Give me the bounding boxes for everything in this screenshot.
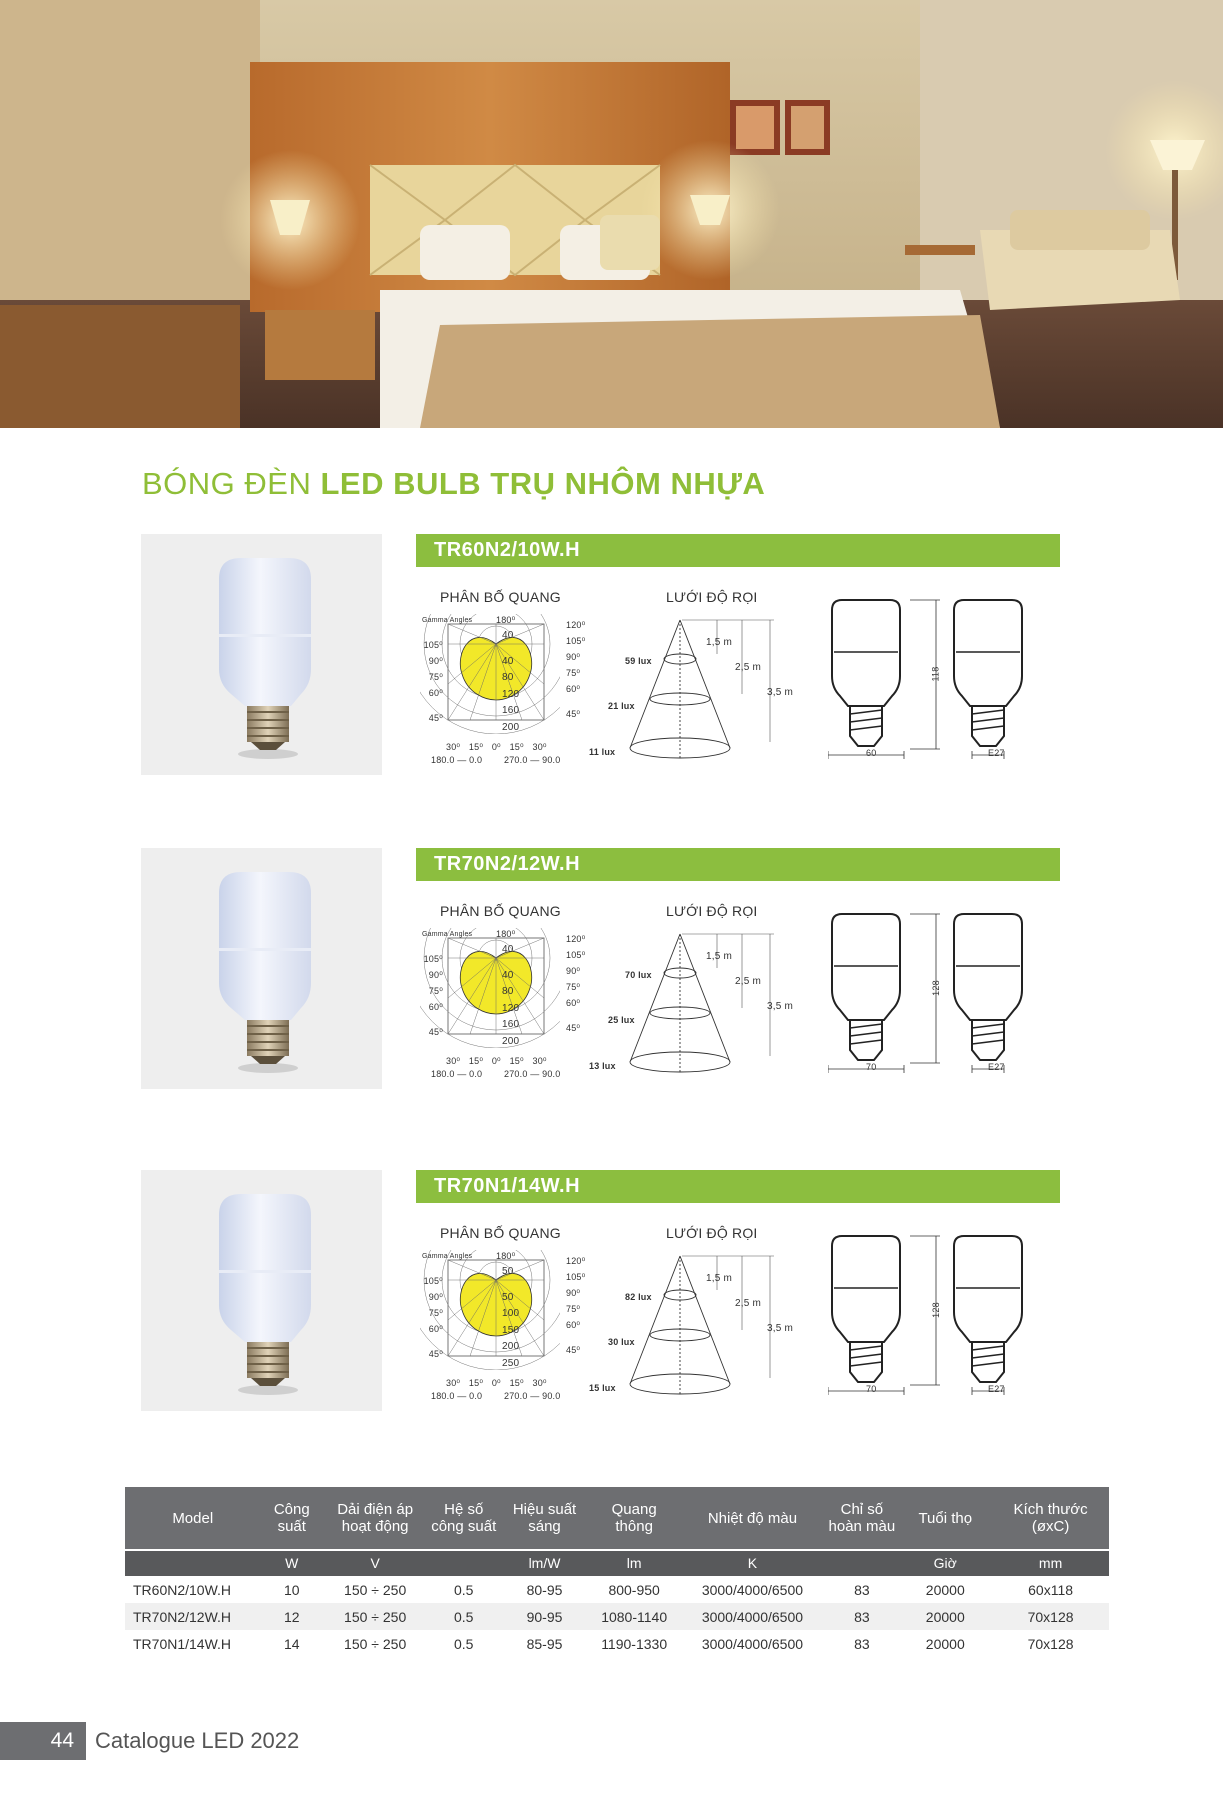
table-units-row: [125, 1550, 1109, 1576]
width-dimension: 60: [866, 748, 877, 758]
polar-right-labels: 120⁰ 105⁰ 90⁰ 75⁰ 60⁰ 45⁰: [566, 934, 586, 1033]
lux-label: 15 lux: [589, 1383, 616, 1393]
product-photo: [141, 1170, 382, 1411]
polar-top-label: 180⁰: [496, 929, 516, 939]
polar-legend-a: 180.0 — 0.0: [431, 755, 483, 765]
table-cell: 3000/4000/6500: [701, 1635, 804, 1652]
dimension-drawing: [828, 1227, 1028, 1407]
polar-bottom-labels: 30⁰ 15⁰ 0⁰ 15⁰ 30⁰: [446, 1378, 547, 1388]
distribution-caption: PHÂN BỐ QUANG: [440, 1225, 561, 1241]
col-header: Kích thước (øxC): [992, 1487, 1109, 1550]
polar-legend-b: 270.0 — 90.0: [504, 1391, 561, 1401]
unit-cell: lm/W: [500, 1550, 589, 1576]
table-cell: 70x128: [1027, 1635, 1074, 1652]
distance-label: 3,5 m: [767, 1001, 794, 1012]
grid-caption: LƯỚI ĐỘ RỌI: [666, 903, 758, 919]
polar-left-labels: 105⁰ 90⁰ 75⁰ 60⁰ 45⁰: [423, 954, 443, 1037]
lux-label: 25 lux: [608, 1015, 635, 1025]
model-title-bar: TR60N2/10W.H: [416, 534, 1060, 567]
unit-cell: lm: [589, 1550, 680, 1576]
polar-legend-b: 270.0 — 90.0: [504, 755, 561, 765]
col-header: Hiệu suất sáng: [500, 1487, 589, 1550]
dimension-drawing: [828, 905, 1028, 1085]
gamma-label: Gamma Angles: [422, 1253, 473, 1260]
distance-label: 3,5 m: [767, 1323, 794, 1334]
polar-ring-labels: 40 40 80 120 160 200: [502, 944, 520, 1047]
distance-label: 2,5 m: [735, 662, 762, 673]
distribution-caption: PHÂN BỐ QUANG: [440, 589, 561, 605]
table-cell: 85-95: [526, 1635, 563, 1652]
base-dimension: E27: [988, 1062, 1005, 1072]
unit-cell: [125, 1550, 261, 1576]
spec-table: [125, 1487, 1109, 1657]
polar-legend-a: 180.0 — 0.0: [431, 1391, 483, 1401]
model-title-bar: TR70N2/12W.H: [416, 848, 1060, 881]
table-row: [125, 1603, 1109, 1630]
lux-label: 82 lux: [625, 1292, 652, 1302]
bulb-photo: [141, 848, 382, 1089]
lux-label: 21 lux: [608, 701, 635, 711]
dimension-drawing: [828, 591, 1028, 771]
polar-legend-a: 180.0 — 0.0: [431, 1069, 483, 1079]
page-title: BÓNG ĐÈN LED BULB TRỤ NHÔM NHỰA: [142, 466, 766, 501]
table-cell: 3000/4000/6500: [679, 1603, 825, 1630]
col-header: Tuổi thọ: [898, 1487, 992, 1550]
table-cell: 150 ÷ 250: [344, 1581, 407, 1598]
distance-label: 1,5 m: [706, 951, 733, 962]
product-block: [0, 534, 1223, 834]
table-cell: 90-95: [500, 1603, 589, 1630]
table-cell: 20000: [898, 1603, 992, 1630]
height-dimension: 128: [930, 1302, 941, 1318]
distance-label: 1,5 m: [706, 1273, 733, 1284]
model-title-bar: TR70N1/14W.H: [416, 1170, 1060, 1203]
unit-cell: Giờ: [898, 1550, 992, 1576]
polar-bottom-labels: 30⁰ 15⁰ 0⁰ 15⁰ 30⁰: [446, 1056, 547, 1066]
distance-label: 2,5 m: [735, 1298, 762, 1309]
height-dimension: 118: [930, 666, 941, 682]
product-block: [0, 848, 1223, 1148]
unit-cell: K: [679, 1550, 825, 1576]
width-dimension: 70: [866, 1384, 877, 1394]
table-header-row: [125, 1487, 1109, 1550]
catalogue-label: Catalogue LED 2022: [95, 1728, 300, 1753]
table-cell: TR70N2/12W.H: [125, 1603, 261, 1630]
table-cell: 20000: [925, 1581, 965, 1598]
product-photo: [141, 848, 382, 1089]
illuminance-cone: [582, 928, 782, 1078]
table-cell: 0.5: [454, 1581, 474, 1598]
polar-ring-labels: 40 40 80 120 160 200: [502, 630, 520, 733]
bulb-photo: [141, 534, 382, 775]
grid-caption: LƯỚI ĐỘ RỌI: [666, 1225, 758, 1241]
table-cell: 60x118: [1028, 1581, 1074, 1598]
col-header: Công suất: [261, 1487, 324, 1550]
col-header: Chỉ số hoàn màu: [825, 1487, 898, 1550]
lux-label: 30 lux: [608, 1337, 635, 1347]
lux-label: 70 lux: [625, 970, 652, 980]
table-cell: 10: [283, 1581, 300, 1598]
table-cell: 800-950: [608, 1581, 660, 1598]
polar-legend-b: 270.0 — 90.0: [504, 1069, 561, 1079]
illuminance-cone: [582, 614, 782, 764]
unit-cell: mm: [992, 1550, 1109, 1576]
col-header: Nhiệt độ màu: [679, 1487, 825, 1550]
lux-label: 11 lux: [589, 747, 616, 757]
base-dimension: E27: [988, 1384, 1005, 1394]
table-cell: 12: [261, 1603, 324, 1630]
width-dimension: 70: [866, 1062, 877, 1072]
polar-left-labels: 105⁰ 90⁰ 75⁰ 60⁰ 45⁰: [423, 1276, 443, 1359]
table-row: [125, 1630, 1109, 1657]
footer: [0, 1722, 400, 1760]
polar-top-label: 180⁰: [496, 1251, 516, 1261]
table-cell: 83: [825, 1603, 898, 1630]
distance-label: 2,5 m: [735, 976, 762, 987]
col-header: Hệ số công suất: [427, 1487, 500, 1550]
illuminance-cone: [582, 1250, 782, 1400]
table-cell: 3000/4000/6500: [701, 1581, 804, 1598]
polar-right-labels: 120⁰ 105⁰ 90⁰ 75⁰ 60⁰ 45⁰: [566, 620, 586, 719]
col-header: Quang thông: [589, 1487, 680, 1550]
table-row: [125, 1576, 1109, 1603]
col-header: Model: [125, 1487, 261, 1550]
table-cell: 1190-1330: [601, 1635, 668, 1652]
table-cell: TR60N2/10W.H: [133, 1581, 232, 1598]
unit-cell: [427, 1550, 500, 1576]
table-cell: 0.5: [427, 1603, 500, 1630]
table-cell: 150 ÷ 250: [344, 1635, 407, 1652]
distribution-caption: PHÂN BỐ QUANG: [440, 903, 561, 919]
product-photo: [141, 534, 382, 775]
table-cell: 20000: [925, 1635, 965, 1652]
polar-left-labels: 105⁰ 90⁰ 75⁰ 60⁰ 45⁰: [423, 640, 443, 723]
table-cell: 150 ÷ 250: [323, 1603, 427, 1630]
table-cell: 83: [854, 1581, 870, 1598]
distance-label: 3,5 m: [767, 687, 794, 698]
table-cell: 83: [854, 1635, 870, 1652]
table-cell: TR70N1/14W.H: [133, 1635, 232, 1652]
table-cell: 14: [283, 1635, 300, 1652]
table-cell: 1080-1140: [589, 1603, 680, 1630]
table-cell: 80-95: [526, 1581, 563, 1598]
unit-cell: [825, 1550, 898, 1576]
gamma-label: Gamma Angles: [422, 617, 473, 624]
col-header: Dải điện áp hoạt động: [323, 1487, 427, 1550]
unit-cell: W: [261, 1550, 324, 1576]
hero-bedroom-photo: [0, 0, 1223, 428]
table-cell: 0.5: [454, 1635, 474, 1652]
polar-right-labels: 120⁰ 105⁰ 90⁰ 75⁰ 60⁰ 45⁰: [566, 1256, 586, 1355]
page-number: 44: [0, 1722, 86, 1760]
height-dimension: 128: [930, 980, 941, 996]
polar-top-label: 180⁰: [496, 615, 516, 625]
grid-caption: LƯỚI ĐỘ RỌI: [666, 589, 758, 605]
polar-bottom-labels: 30⁰ 15⁰ 0⁰ 15⁰ 30⁰: [446, 742, 547, 752]
product-block: [0, 1170, 1223, 1470]
base-dimension: E27: [988, 748, 1005, 758]
polar-ring-labels: 50 50 100 150 200 250: [502, 1266, 520, 1369]
gamma-label: Gamma Angles: [422, 931, 473, 938]
table-cell: 70x128: [992, 1603, 1109, 1630]
lux-label: 13 lux: [589, 1061, 616, 1071]
bulb-photo: [141, 1170, 382, 1411]
unit-cell: V: [323, 1550, 427, 1576]
distance-label: 1,5 m: [706, 637, 733, 648]
lux-label: 59 lux: [625, 656, 652, 666]
